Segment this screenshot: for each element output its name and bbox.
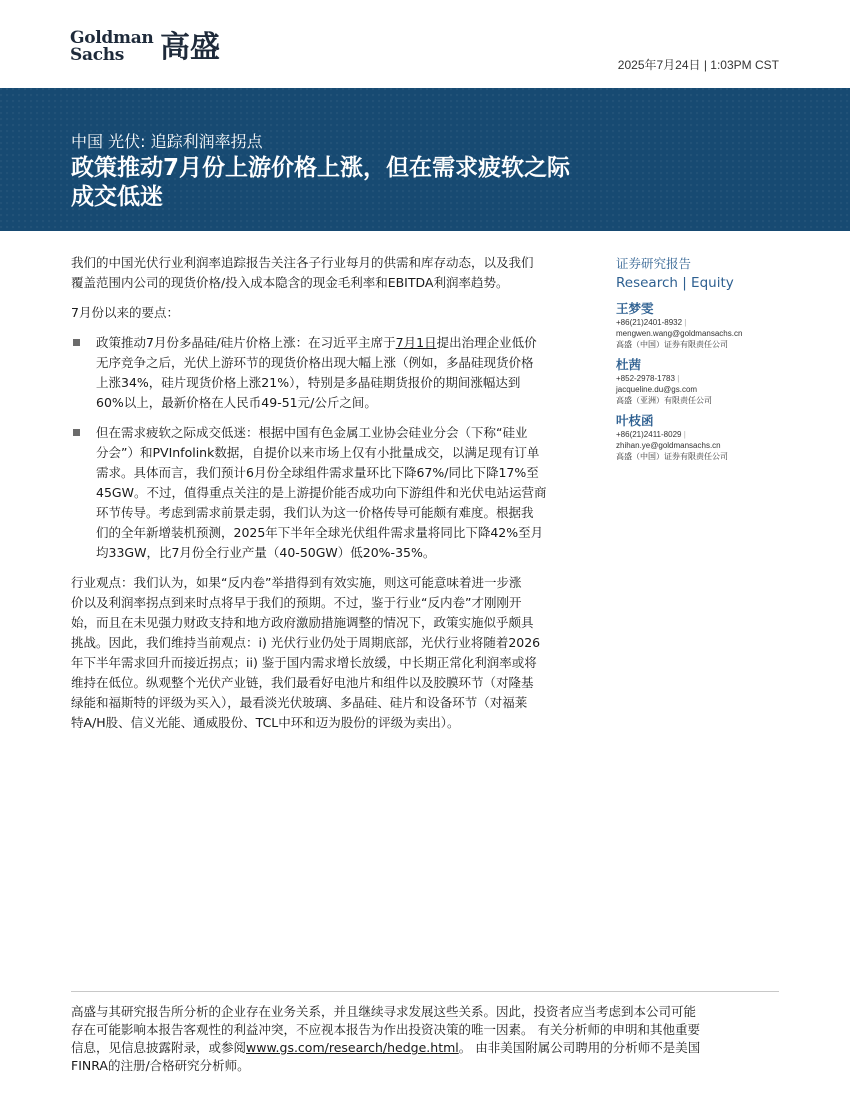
analyst-name: 叶枝函 <box>616 413 654 428</box>
analyst-name: 王梦雯 <box>616 301 654 316</box>
intro-paragraph: 我们的中国光伏行业利润率追踪报告关注各子行业每月的供需和库存动态，以及我们 覆盖范围内公司的现货价格/投入成本隐含的现金毛利率和EBITDA利润率趋势。 <box>71 255 534 290</box>
sidebar-equity-label: Research | Equity <box>616 275 734 291</box>
analyst-company: 高盛（中国）证券有限责任公司 <box>616 340 728 349</box>
disclosure-footer: 高盛与其研究报告所分析的企业存在业务关系，并且继续寻求发展这些关系。因此，投资者应当考虑到本公司可能 存在可能影响本报告客观性的利益冲突，不应视本报告为作出投资决策的唯一因素。 有关分析师的申明和其他重要 信息，见信息披露附录，或参阅www.gs.com/research/hedge.html。 由非美国附属公司聘用的分析师不是美国 FINRA的注册/合格研究分析师。 <box>71 1004 701 1073</box>
logo-chinese: 高盛 <box>160 30 220 65</box>
analyst-phone: +86(21)2411-8029 | <box>616 430 686 439</box>
analyst-company: 高盛（中国）证券有限责任公司 <box>616 452 728 461</box>
logo-english: Goldman Sachs <box>70 28 154 65</box>
title-banner <box>0 88 850 231</box>
report-body <box>71 253 601 743</box>
sidebar-heading: 证券研究报告 <box>616 256 692 271</box>
square-bullet-icon <box>73 429 80 436</box>
analyst-phone: +86(21)2401-8932 | <box>616 318 687 327</box>
disclosure-link[interactable]: www.gs.com/research/hedge.html <box>246 1040 459 1055</box>
list-item: 政策推动7月份多晶硅/硅片价格上涨：在习近平主席于7月1日提出治理企业低价 无序竞争之后，光伏上游环节的现货价格出现大幅上涨（例如，多晶硅现货价格 上涨34%，硅片现货价格上涨21%），特别是多晶硅期货报价的期间涨幅达到 60%以上，最新价格在人民币49-51元/公斤之间。 <box>71 333 601 413</box>
analyst-card <box>616 301 786 350</box>
points-heading: 7月份以来的要点： <box>71 305 179 320</box>
analyst-email[interactable]: mengwen.wang@goldmansachs.cn <box>616 329 743 338</box>
analyst-company: 高盛（亚洲）有限责任公司 <box>616 396 712 405</box>
analyst-phone: +852-2978-1783 | <box>616 374 680 383</box>
report-title: 政策推动7月份上游价格上涨，但在需求疲软之际 成交低迷 <box>71 155 571 210</box>
analyst-card <box>616 357 786 406</box>
publish-date: 2025年7月24日 | 1:03PM CST <box>617 58 779 72</box>
analyst-sidebar <box>616 255 786 469</box>
analyst-name: 杜茜 <box>616 357 642 372</box>
industry-view-paragraph: 行业观点：我们认为，如果“反内卷”举措得到有效实施，则这可能意味着进一步涨 价以及利润率拐点到来时点将早于我们的预期。不过，鉴于行业“反内卷”才刚刚开 始，而且在未见强力财政支持和地方政府激励措施调整的情况下，政策实施似乎颇具 挑战。因此，我们维持当前观点：i) 光伏行业仍处于周期底部，光伏行业将随着2026 年下半年需求回升而接近拐点；ii) 鉴于国内需求增长放缓，中长期正常化利润率或将 维持在低位。纵观整个光伏产业链，我们最看好电池片和组件以及胶膜环节（对隆基 绿能和福斯特的评级为买入），最看淡光伏玻璃、多晶硅、硅片和设备环节（对福莱 特A/H股、信义光能、通威股份、TCL中环和迈为股份的评级为卖出）。 <box>71 575 541 730</box>
square-bullet-icon <box>73 339 80 346</box>
analyst-email[interactable]: zhihan.ye@goldmansachs.cn <box>616 441 721 450</box>
analyst-email[interactable]: jacqueline.du@gs.com <box>616 385 698 394</box>
analyst-card <box>616 413 786 462</box>
list-item: 但在需求疲软之际成交低迷：根据中国有色金属工业协会硅业分会（下称“硅业 分会”）和PVInfolink数据，自提价以来市场上仅有小批量成交，以满足现有订单 需求。具体而言，我们预计6月份全球组件需求量环比下降67%/同比下降17%至 45GW。不过，值得重点关注的是上游提价能否成功向下游组件和光伏电站运营商 环节传导。考虑到需求前景走弱，我们认为这一价格传导可能颇有难度。根据我 们的全年新增装机预测，2025年下半年全球光伏组件需求量将同比下降42%至月 均33GW，比7月份全行业产量（40-50GW）低20%-35%。 <box>71 423 601 563</box>
footer-divider <box>71 991 779 992</box>
july-1-link[interactable]: 7月1日 <box>395 335 437 350</box>
report-series-subtitle: 中国 光伏: 追踪利润率拐点 <box>71 132 263 151</box>
key-points-list <box>71 333 601 563</box>
